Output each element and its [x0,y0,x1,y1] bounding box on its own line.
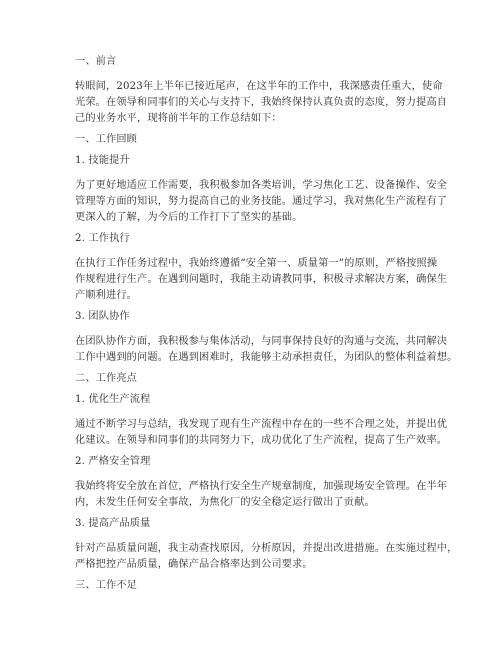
section-heading-review: 一、工作回顾 [75,134,138,145]
subheading-teamwork: 3. 团队协作 [75,311,130,322]
paragraph-line: 针对产品质量问题，我主动查找原因，分析原因，并提出改进措施。在实施过程中， [75,543,458,554]
section-heading-preface: 一、前言 [75,56,117,67]
paragraph-line: 更深入的了解，为今后的工作打下了坚实的基础。 [75,212,303,223]
paragraph-line: 光荣。在领导和同事们的关心与支持下，我始终保持认真负责的态度，努力提高自 [75,97,448,108]
subheading-execution: 2. 工作执行 [75,233,130,244]
paragraph-line: 严格把控产品质量，确保产品合格率达到公司要求。 [75,559,313,570]
section-heading-highlights: 二、工作亮点 [75,373,138,384]
subheading-quality: 3. 提高产品质量 [75,518,151,529]
paragraph-line: 在执行工作任务过程中，我始终遵循“安全第一、质量第一”的原则，严格按照操 [75,258,438,269]
section-heading-shortcomings: 三、工作不足 [75,580,138,591]
subheading-safety: 2. 严格安全管理 [75,456,151,467]
paragraph-line: 化建议。在领导和同事们的共同努力下，成功优化了生产流程，提高了生产效率。 [75,435,448,446]
paragraph-line: 己的业务水平，现将前半年的工作总结如下： [75,113,282,124]
paragraph-line: 转眼间，2023年上半年已接近尾声，在这半年的工作中，我深感责任重大，使命 [75,81,443,92]
subheading-skills: 1. 技能提升 [75,155,130,166]
paragraph-line: 我始终将安全放在首位，严格执行安全生产规章制度，加强现场安全管理。在半年 [75,481,448,492]
subheading-process: 1. 优化生产流程 [75,394,151,405]
paragraph-line: 内，未发生任何安全事故，为焦化厂的安全稳定运行做出了贡献。 [75,497,375,508]
paragraph-line: 为了更好地适应工作需要，我积极参加各类培训，学习焦化工艺、设备操作、安全 [75,180,448,191]
paragraph-line: 通过不断学习与总结，我发现了现有生产流程中存在的一些不合理之处，并提出优 [75,419,448,430]
paragraph-line: 工作中遇到的问题。在遇到困难时，我能够主动承担责任，为团队的整体利益着想。 [75,352,458,363]
paragraph-line: 产顺利进行。 [75,290,138,301]
paragraph-line: 在团队协作方面，我积极参与集体活动，与同事保持良好的沟通与交流，共同解决 [75,336,448,347]
paragraph-line: 管理等方面的知识，努力提高自己的业务技能。通过学习，我对焦化生产流程有了 [75,196,448,207]
paragraph-line: 作规程进行生产。在遇到问题时，我能主动请教同事，积极寻求解决方案，确保生 [75,274,448,285]
